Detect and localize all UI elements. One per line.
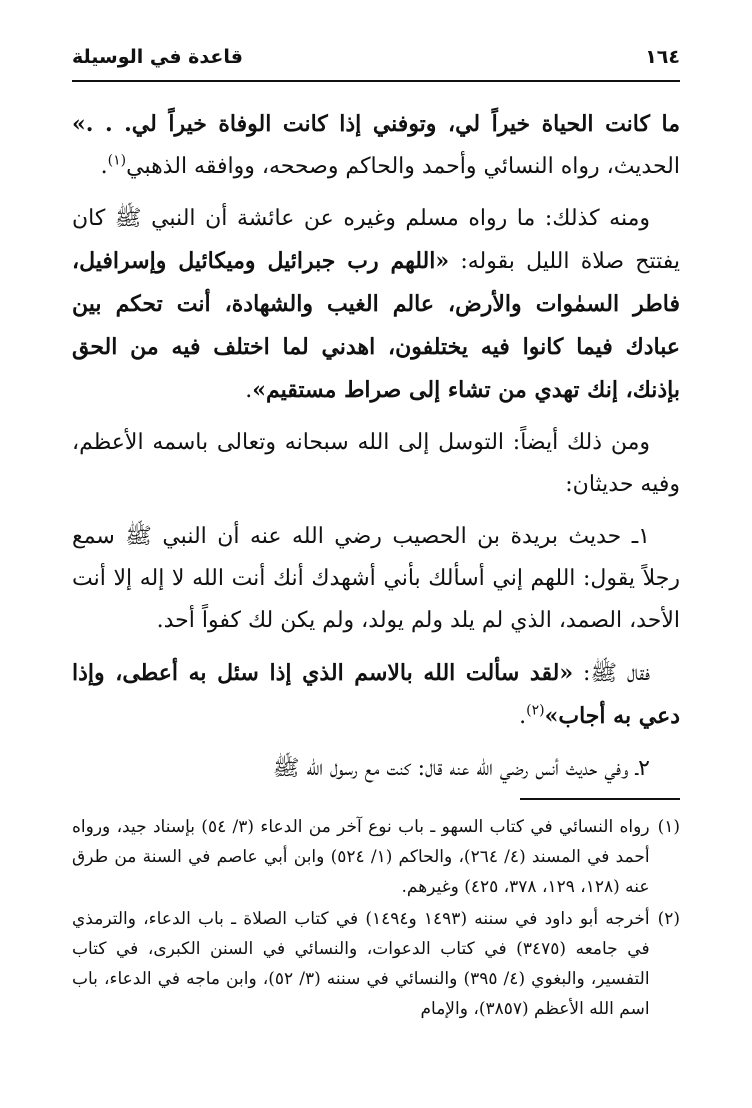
book-title: قاعدة في الوسيلة bbox=[72, 46, 243, 68]
paragraph-3 bbox=[72, 422, 680, 506]
running-header bbox=[72, 40, 680, 74]
paragraph-2-text: ومنه كذلك: ما رواه مسلم وغيره عن عائشة أن النبي ﷺ كان يفتتح صلاة الليل بقوله: bbox=[72, 206, 680, 274]
paragraph-5-text: فقال ﷺ: bbox=[573, 661, 650, 686]
footnote-2 bbox=[72, 904, 680, 1024]
paragraph-3-text: ومن ذلك أيضاً: التوسل إلى الله سبحانه وتعالى باسمه الأعظم، وفيه حديثان: bbox=[72, 430, 680, 497]
paragraph-4-text: ١ـ حديث بريدة بن الحصيب رضي الله عنه أن النبي ﷺ سمع رجلاً يقول: اللهم إني أسألك بأني أشهدك أنك أنت الله لا إله إلا أنت الأحد، الصمد، الذي لم يلد ولم يولد، ولم يكن لك كفواً أحد. bbox=[72, 524, 680, 633]
footnote-number: (٢) bbox=[657, 909, 680, 929]
paragraph-6-text: ٢ـ وفي حديث أنس رضي الله عنه قال: كنت مع رسول الله ﷺ bbox=[272, 756, 650, 781]
night-prayer-dua: «اللهم رب جبرائيل وميكائيل وإسرافيل، فاطر السمٰوات والأرض، عالم الغيب والشهادة، أنت تحكم بين عبادك فيما كانوا فيه يختلفون، اهدني لما اختلف فيه من الحق بإذنك، إنك تهدي من تشاء إلى صراط مستقيم» bbox=[72, 248, 680, 403]
hadith-quote-end: ما كانت الحياة خيراً لي، وتوفني إذا كانت الوفاة خيراً لي. . .» bbox=[72, 111, 680, 137]
footnote-ref-2[interactable]: (٢) bbox=[526, 702, 545, 719]
footnote-text: أخرجه أبو داود في سننه (١٤٩٣ و١٤٩٤) في كتاب الصلاة ـ باب الدعاء، والترمذي في جامعه (٣٤٧٥) في كتاب الدعوات، والنسائي في السنن الكبرى، في كتاب التفسير، والبغوي (٤/ ٣٩٥) والنسائي في سننه (٣/ ٥٢)، وابن ماجه في الدعاء، باب اسم الله الأعظم (٣٨٥٧)، والإمام bbox=[72, 909, 650, 1019]
footnotes bbox=[72, 812, 680, 1026]
paragraph-2: ومنه كذلك: ما رواه مسلم وغيره عن عائشة أن النبي ﷺ كان يفتتح صلاة الليل بقوله: «اللهم رب جبرائيل وميكائيل وإسرافيل، فاطر السمٰوات والأرض، عالم الغيب والشهادة، أنت تحكم بين عبادك فيما كانوا فيه يختلفون، اهدني لما اختلف فيه من الحق بإذنك، إنك تهدي من تشاء إلى صراط مستقيم». bbox=[72, 206, 680, 403]
paragraph-1-text: الحديث، رواه النسائي وأحمد والحاكم وصححه، ووافقه الذهبي bbox=[126, 154, 680, 179]
footnote-ref-1[interactable]: (١) bbox=[107, 152, 127, 169]
footnote-separator bbox=[520, 798, 680, 800]
paragraph-1: ما كانت الحياة خيراً لي، وتوفني إذا كانت الوفاة خيراً لي. . .» الحديث، رواه النسائي وأحمد والحاكم وصححه، ووافقه الذهبي$^{(١)}$. bbox=[72, 111, 680, 179]
footnote-1 bbox=[72, 812, 680, 902]
header-rule bbox=[72, 80, 680, 82]
footnote-text: رواه النسائي في كتاب السهو ـ باب نوع آخر من الدعاء (٣/ ٥٤) بإسناد جيد، ورواه أحمد في المسند (٤/ ٢٦٤)، والحاكم (١/ ٥٢٤) وابن أبي عاصم في السنة من طرق عنه (١٢٨، ١٢٩، ٣٧٨، ٤٢٥) وغيرهم. bbox=[72, 817, 650, 897]
main-text bbox=[72, 103, 680, 800]
paragraph-5: فقال ﷺ: «لقد سألت الله بالاسم الذي إذا سئل به أعطى، وإذا دعي به أجاب»$^{(٢)}$. bbox=[72, 660, 680, 729]
footnote-number: (١) bbox=[657, 817, 680, 837]
greatest-name-hadith: «لقد سألت الله بالاسم الذي إذا سئل به أعطى، وإذا دعي به أجاب» bbox=[72, 660, 680, 729]
paragraph-6 bbox=[72, 748, 680, 790]
page-number: ١٦٤ bbox=[645, 46, 680, 68]
paragraph-4 bbox=[72, 516, 680, 642]
